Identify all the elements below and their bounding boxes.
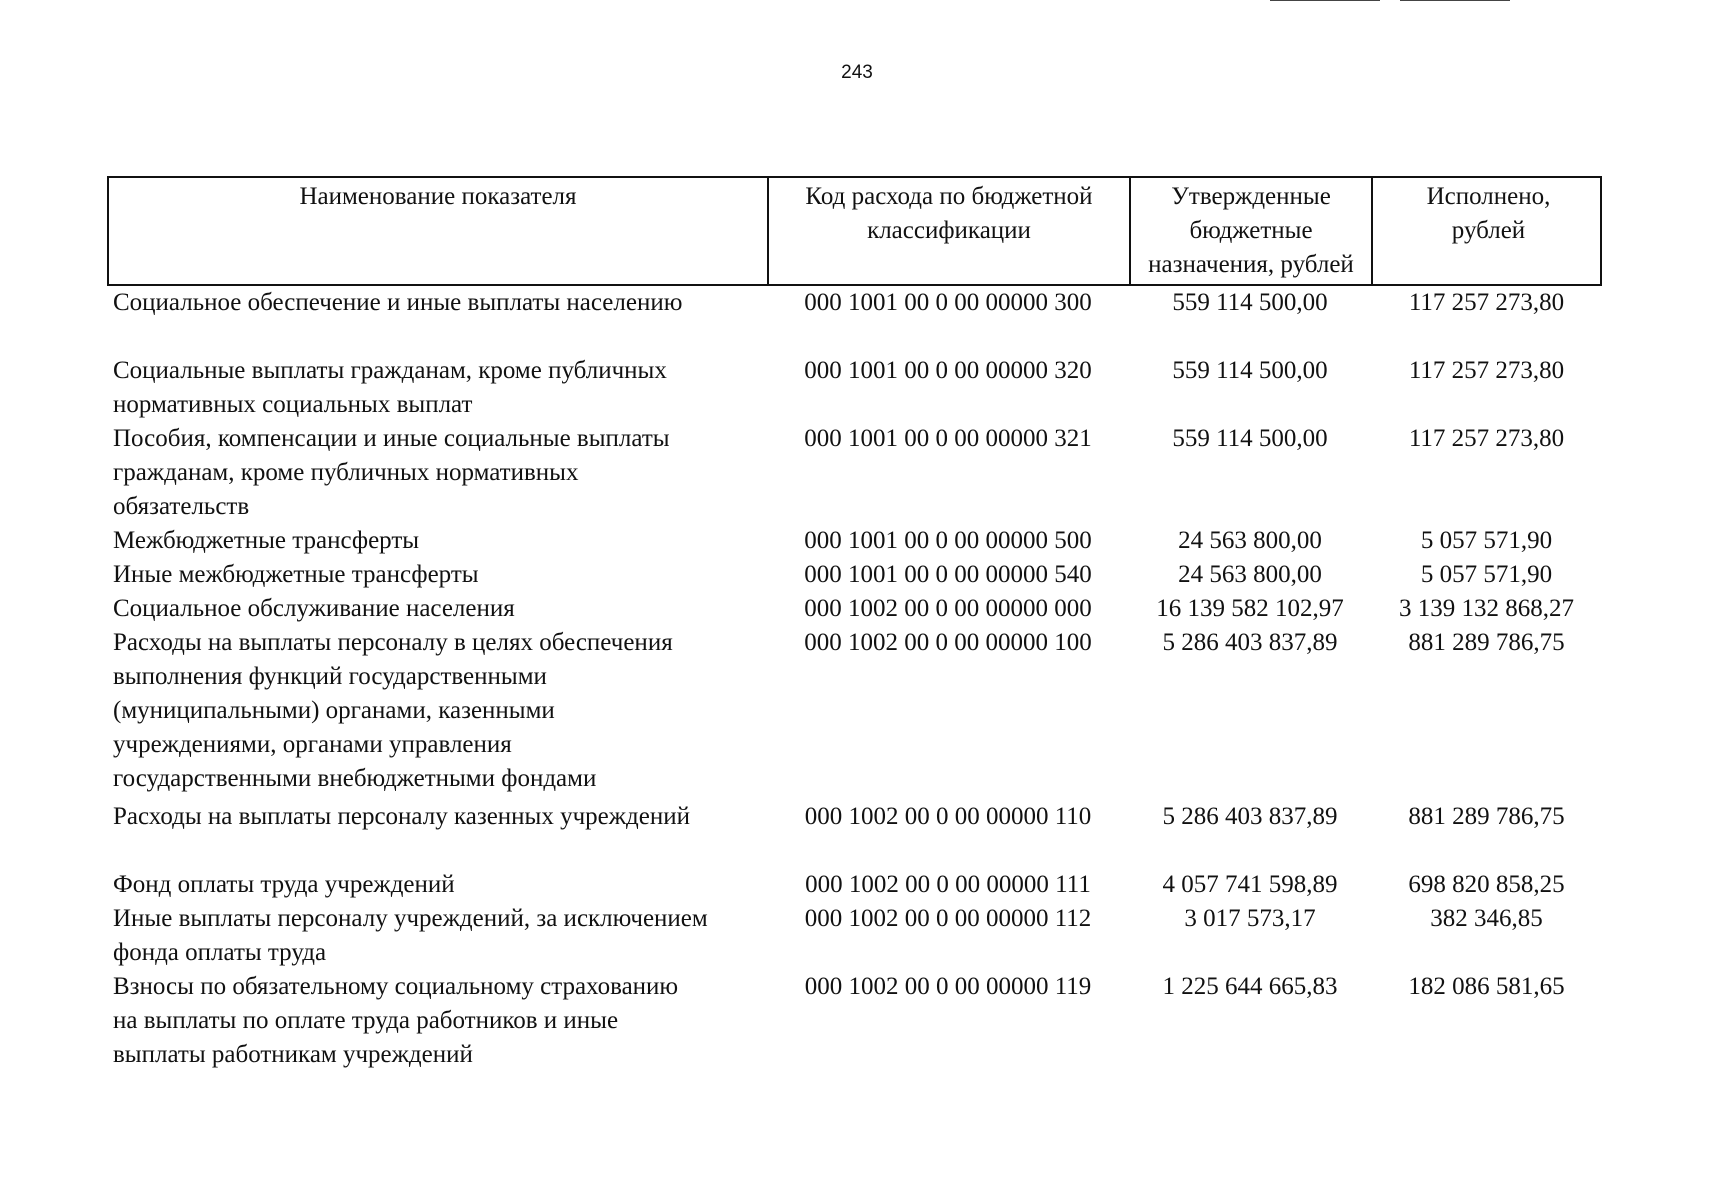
row-executed: 117 257 273,80 — [1408, 289, 1565, 316]
table-row — [107, 902, 1602, 970]
row-approved: 16 139 582 102,97 — [1156, 595, 1344, 622]
row-executed: 881 289 786,75 — [1408, 629, 1565, 656]
row-approved: 24 563 800,00 — [1178, 561, 1322, 588]
row-code: 000 1001 00 0 00 00000 321 — [804, 425, 1092, 452]
table-header — [107, 176, 1602, 286]
scan-edge-line — [1270, 0, 1380, 1]
row-code: 000 1001 00 0 00 00000 500 — [804, 527, 1092, 554]
row-executed: 698 820 858,25 — [1408, 871, 1565, 898]
row-executed: 382 346,85 — [1430, 905, 1543, 932]
table-row — [107, 558, 1602, 592]
row-approved: 559 114 500,00 — [1172, 425, 1328, 452]
row-name: Межбюджетные трансферты — [113, 527, 420, 554]
row-name: Иные выплаты персоналу учреждений, за исключением фонда оплаты труда — [113, 905, 708, 966]
row-approved: 559 114 500,00 — [1172, 357, 1328, 384]
row-executed: 3 139 132 868,27 — [1399, 595, 1574, 622]
row-code: 000 1002 00 0 00 00000 100 — [804, 629, 1092, 656]
table-row — [107, 354, 1602, 422]
row-name: Расходы на выплаты персоналу казенных учреждений — [113, 803, 690, 830]
row-name: Расходы на выплаты персоналу в целях обеспечения выполнения функций государственными (муниципальными) органами, казенными учреждениями, органами управления государственными внебюджетными фондами — [113, 629, 673, 792]
table-row — [107, 286, 1602, 354]
table-row — [107, 800, 1602, 868]
row-executed: 117 257 273,80 — [1408, 357, 1565, 384]
row-name: Пособия, компенсации и иные социальные выплаты гражданам, кроме публичных нормативных обязательств — [113, 425, 670, 520]
row-name: Социальное обеспечение и иные выплаты населению — [113, 289, 683, 316]
row-name: Социальные выплаты гражданам, кроме публичных нормативных социальных выплат — [113, 357, 667, 418]
table-row — [107, 524, 1602, 558]
budget-table — [107, 176, 1602, 1072]
table-row — [107, 626, 1602, 796]
row-name: Социальное обслуживание населения — [113, 595, 515, 622]
row-approved: 5 286 403 837,89 — [1162, 629, 1338, 656]
row-code: 000 1002 00 0 00 00000 110 — [804, 803, 1092, 830]
row-code: 000 1002 00 0 00 00000 000 — [804, 595, 1092, 622]
table-row — [107, 592, 1602, 626]
row-code: 000 1002 00 0 00 00000 119 — [804, 973, 1092, 1000]
header-executed: Исполнено, рублей — [1426, 183, 1551, 244]
row-name: Фонд оплаты труда учреждений — [113, 871, 455, 898]
row-executed: 881 289 786,75 — [1408, 803, 1565, 830]
page-number: 243 — [841, 62, 873, 83]
row-code: 000 1001 00 0 00 00000 300 — [804, 289, 1092, 316]
row-approved: 3 017 573,17 — [1184, 905, 1316, 932]
row-approved: 24 563 800,00 — [1178, 527, 1322, 554]
row-code: 000 1001 00 0 00 00000 540 — [804, 561, 1092, 588]
row-name: Взносы по обязательному социальному страхованию на выплаты по оплате труда работников и иные выплаты работникам учреждений — [113, 973, 679, 1068]
row-executed: 117 257 273,80 — [1408, 425, 1565, 452]
table-row — [107, 868, 1602, 902]
row-executed: 5 057 571,90 — [1420, 561, 1553, 588]
row-executed: 182 086 581,65 — [1408, 973, 1565, 1000]
header-code: Код расхода по бюджетной классификации — [769, 178, 1131, 284]
table-row — [107, 970, 1602, 1072]
row-approved: 5 286 403 837,89 — [1162, 803, 1338, 830]
row-approved: 4 057 741 598,89 — [1162, 871, 1338, 898]
row-code: 000 1002 00 0 00 00000 112 — [804, 905, 1092, 932]
header-approved: Утвержденные бюджетные назначения, рублей — [1131, 178, 1373, 284]
row-approved: 1 225 644 665,83 — [1162, 973, 1338, 1000]
table-row — [107, 422, 1602, 524]
row-approved: 559 114 500,00 — [1172, 289, 1328, 316]
row-code: 000 1001 00 0 00 00000 320 — [804, 357, 1092, 384]
scan-edge-line — [1400, 0, 1510, 1]
row-executed: 5 057 571,90 — [1420, 527, 1553, 554]
row-name: Иные межбюджетные трансферты — [113, 561, 479, 588]
header-name: Наименование показателя — [109, 178, 769, 284]
row-code: 000 1002 00 0 00 00000 111 — [805, 871, 1091, 898]
